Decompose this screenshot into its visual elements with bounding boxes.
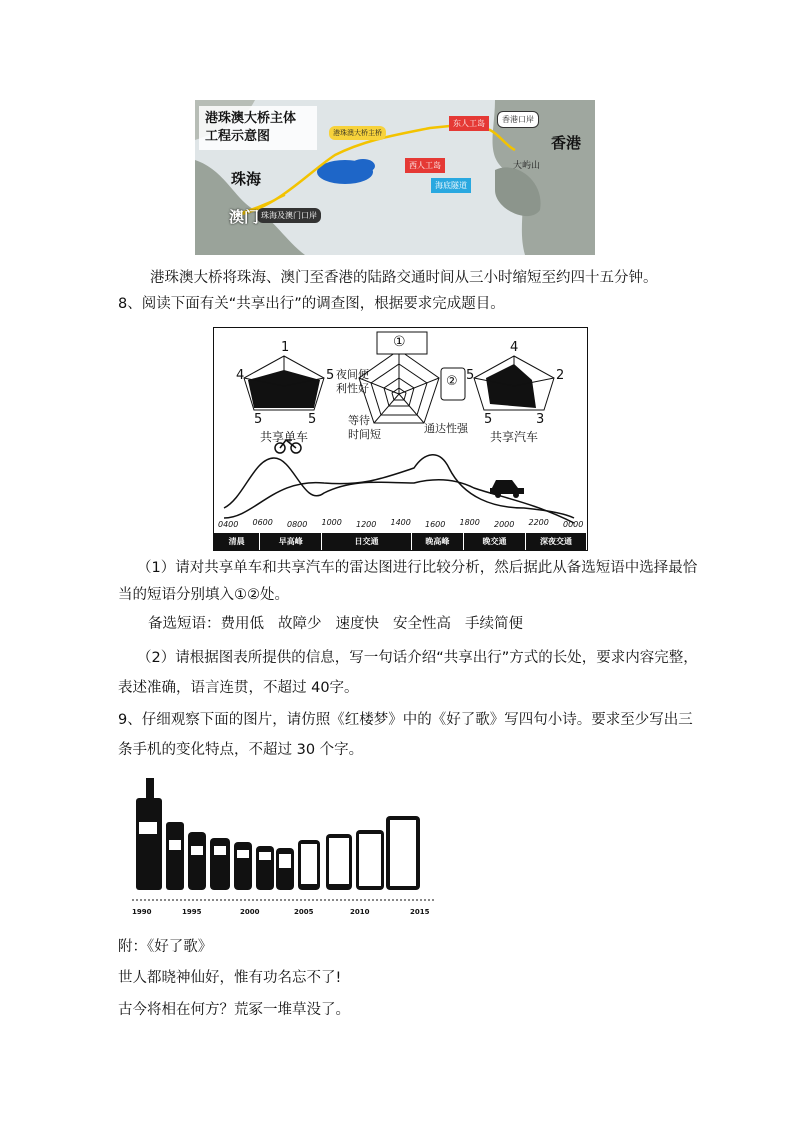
label-zhuhai: 珠海 bbox=[231, 170, 262, 188]
phone-2002 bbox=[256, 846, 274, 890]
options-list bbox=[221, 614, 524, 634]
year-2005: 2005 bbox=[294, 908, 314, 916]
car-name: 共享汽车 bbox=[490, 430, 539, 444]
q8-title: 8、阅读下面有关“共享出行”的调查图，根据要求完成题目。 bbox=[118, 296, 505, 312]
time-tick-5: 1400 bbox=[390, 518, 411, 527]
map-title-line1: 港珠澳大桥主体 bbox=[205, 111, 297, 126]
q9-line1: 9、仔细观察下面的图片，请仿照《红楼梦》中的《好了歌》写四句小诗。要求至少写出三 bbox=[118, 712, 693, 728]
option-4: 手续简便 bbox=[465, 616, 523, 632]
year-2010: 2010 bbox=[350, 908, 370, 916]
phone-1990 bbox=[136, 778, 162, 890]
band-2: 日交通 bbox=[322, 533, 412, 550]
car-value-left: 5 bbox=[466, 368, 475, 383]
tag-east-island: 东人工岛 bbox=[449, 116, 489, 131]
bike-value-top: 1 bbox=[281, 340, 290, 355]
bike-value-left: 4 bbox=[236, 368, 245, 383]
bike-radar bbox=[244, 356, 324, 410]
label-dayushan: 大屿山 bbox=[513, 161, 541, 171]
car-value-bottom-left: 5 bbox=[484, 412, 493, 427]
option-1: 故障少 bbox=[278, 616, 322, 632]
time-tick-3: 1000 bbox=[321, 518, 342, 527]
q8-sub2-line2: 表述准确，语言连贯，不超过 40字。 bbox=[118, 680, 359, 696]
time-tick-2: 0800 bbox=[287, 520, 308, 529]
time-tick-6: 1600 bbox=[425, 520, 446, 529]
band-4: 晚交通 bbox=[464, 533, 526, 550]
tag-main-bridge: 港珠澳大桥主桥 bbox=[329, 126, 386, 140]
slot-1: ① bbox=[393, 334, 406, 350]
bike-value-right: 5 bbox=[326, 368, 335, 383]
time-tick-10: 0000 bbox=[563, 520, 584, 529]
options-row bbox=[148, 614, 523, 634]
survey-figure bbox=[213, 327, 588, 551]
phone-2004 bbox=[276, 848, 294, 890]
car-curve bbox=[224, 455, 574, 518]
q9-line2: 条手机的变化特点，不超过 30 个字。 bbox=[118, 742, 364, 758]
label-macao: 澳门 bbox=[229, 208, 260, 226]
band-3: 晚高峰 bbox=[412, 533, 464, 550]
year-2015: 2015 bbox=[410, 908, 430, 916]
band-0: 清晨 bbox=[214, 533, 260, 550]
bridge-map bbox=[195, 100, 595, 255]
year-2000: 2000 bbox=[240, 908, 260, 916]
axis-wait: 等待 时间短 bbox=[348, 414, 381, 441]
slot-2: ② bbox=[446, 374, 458, 389]
q8-sub1-line1: （1）请对共享单车和共享汽车的雷达图进行比较分析，然后据此从备选短语中选择最恰 bbox=[137, 560, 698, 576]
bike-name: 共享单车 bbox=[260, 430, 309, 444]
option-0: 费用低 bbox=[220, 616, 264, 632]
car-value-bottom-right: 3 bbox=[536, 412, 545, 427]
time-tick-0: 0400 bbox=[218, 520, 239, 529]
appendix-title: 附：《好了歌》 bbox=[118, 939, 213, 955]
car-radar bbox=[474, 356, 554, 410]
label-hongkong: 香港 bbox=[551, 134, 582, 152]
car-icon bbox=[490, 480, 524, 498]
phones-graphic bbox=[128, 770, 438, 920]
tag-tunnel: 海底隧道 bbox=[431, 178, 471, 193]
phone-1996 bbox=[188, 832, 206, 890]
map-title bbox=[205, 110, 296, 146]
band-5: 深夜交通 bbox=[526, 533, 587, 550]
phone-2007 bbox=[298, 840, 320, 890]
appendix-line2: 古今将相在何方？荒冢一堆草没了。 bbox=[118, 1002, 350, 1018]
phone-1998 bbox=[210, 838, 230, 890]
phone-evolution-figure bbox=[128, 770, 438, 920]
time-tick-1: 0600 bbox=[252, 518, 273, 527]
bike-value-bottom-left: 5 bbox=[254, 412, 263, 427]
phone-2009 bbox=[326, 834, 352, 890]
band-labels bbox=[214, 533, 587, 550]
year-1995: 1995 bbox=[182, 908, 202, 916]
car-value-top: 4 bbox=[510, 340, 519, 355]
options-label: 备选短语： bbox=[148, 616, 221, 632]
time-axis bbox=[218, 518, 583, 532]
tag-hk-port: 香港口岸 bbox=[497, 111, 539, 128]
tag-zm-port: 珠海及澳门口岸 bbox=[257, 208, 321, 223]
map-caption: 港珠澳大桥将珠海、澳门至香港的陆路交通时间从三小时缩短至约四十五分钟。 bbox=[150, 270, 658, 286]
time-tick-7: 1800 bbox=[459, 518, 480, 527]
bike-value-bottom-right: 5 bbox=[308, 412, 317, 427]
tag-west-island: 西人工岛 bbox=[405, 158, 445, 173]
option-2: 速度快 bbox=[335, 616, 379, 632]
q8-sub2-line1: （2）请根据图表所提供的信息，写一句话介绍“共享出行”方式的长处，要求内容完整， bbox=[137, 650, 698, 666]
car-value-right: 2 bbox=[556, 368, 565, 383]
appendix-line1: 世人都晓神仙好，惟有功名忘不了! bbox=[118, 970, 342, 986]
q8-sub1-line2: 当的短语分别填入①②处。 bbox=[118, 587, 289, 603]
time-tick-8: 2000 bbox=[494, 520, 515, 529]
phone-1993 bbox=[166, 822, 184, 890]
option-3: 安全性高 bbox=[393, 616, 451, 632]
time-tick-4: 1200 bbox=[356, 520, 377, 529]
time-tick-9: 2200 bbox=[528, 518, 549, 527]
axis-reach: 通达性强 bbox=[424, 422, 468, 435]
phone-2000 bbox=[234, 842, 252, 890]
band-1: 早高峰 bbox=[260, 533, 322, 550]
map-title-line2: 工程示意图 bbox=[205, 129, 271, 144]
phone-2015 bbox=[386, 816, 420, 890]
year-1990: 1990 bbox=[132, 908, 152, 916]
phone-2012 bbox=[356, 830, 384, 890]
axis-night: 夜间便 利性好 bbox=[336, 368, 369, 395]
year-labels bbox=[128, 908, 438, 920]
